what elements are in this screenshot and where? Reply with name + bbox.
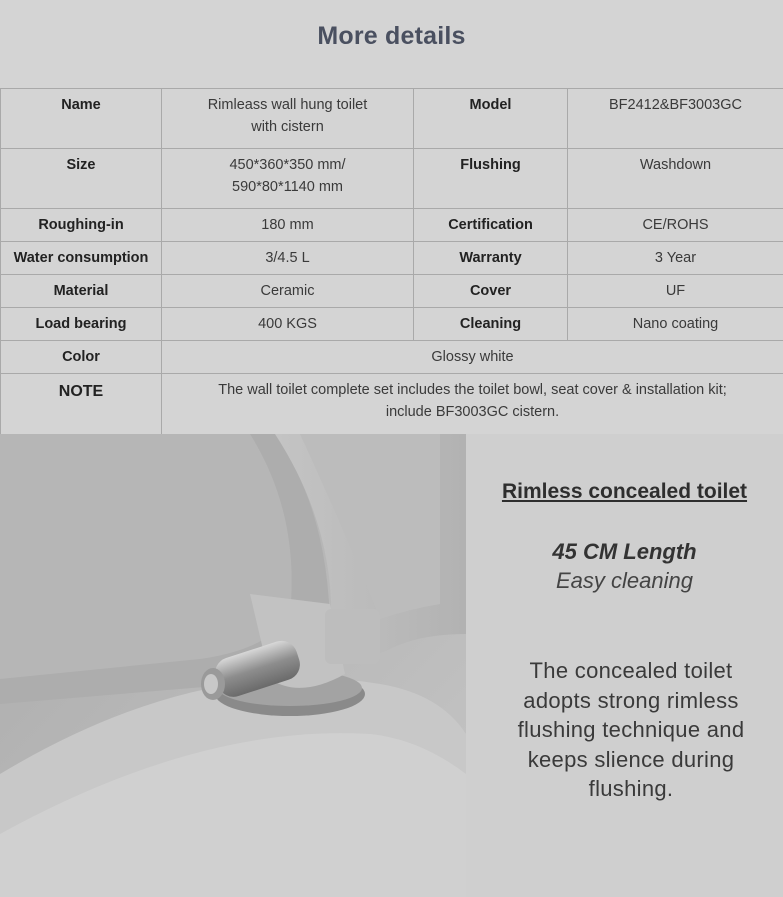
table-row — [1, 308, 783, 341]
feature-description — [496, 656, 766, 804]
spec-value-warranty: 3 Year — [568, 242, 783, 275]
spec-label-cover: Cover — [414, 275, 568, 308]
spec-label-cleaning: Cleaning — [414, 308, 568, 341]
spec-value-name: Rimleass wall hung toilet with cistern — [162, 89, 414, 149]
toilet-hinge-photo-icon — [0, 434, 466, 897]
spec-table — [0, 88, 783, 436]
feature-subline: Easy cleaning — [556, 568, 693, 593]
spec-label-warranty: Warranty — [414, 242, 568, 275]
spec-value-load: 400 KGS — [162, 308, 414, 341]
spec-value-note: The wall toilet complete set includes the toilet bowl, seat cover & installation kit; include BF3003GC cistern. — [162, 374, 783, 436]
table-row — [1, 89, 783, 149]
table-row — [1, 275, 783, 308]
spec-value-cover: UF — [568, 275, 783, 308]
spec-value-water: 3/4.5 L — [162, 242, 414, 275]
spec-label-color: Color — [1, 341, 162, 374]
spec-label-material: Material — [1, 275, 162, 308]
section-title: More details — [317, 22, 466, 50]
description-line: adopts strong rimless — [523, 687, 739, 713]
table-row — [1, 374, 783, 436]
spec-value-certification: CE/ROHS — [568, 209, 783, 242]
spec-label-water: Water consumption — [1, 242, 162, 275]
spec-value-material: Ceramic — [162, 275, 414, 308]
feature-panel — [466, 434, 783, 897]
description-line: flushing. — [588, 776, 674, 801]
description-line: The concealed toilet — [529, 658, 733, 683]
spec-value-model: BF2412&BF3003GC — [568, 89, 783, 149]
spec-value-roughing: 180 mm — [162, 209, 414, 242]
spec-value-color: Glossy white — [162, 341, 783, 374]
toilet-hinge-photo — [0, 434, 466, 897]
spec-label-flushing: Flushing — [414, 149, 568, 209]
spec-value-flushing: Washdown — [568, 149, 783, 209]
feature-length: 45 CM Length — [552, 539, 697, 564]
spec-label-roughing: Roughing-in — [1, 209, 162, 242]
spec-label-note: NOTE — [1, 374, 162, 436]
table-row — [1, 209, 783, 242]
table-row — [1, 341, 783, 374]
table-row — [1, 149, 783, 209]
description-line: keeps slience during — [527, 746, 735, 772]
spec-label-name: Name — [1, 89, 162, 149]
spec-value-size: 450*360*350 mm/ 590*80*1140 mm — [162, 149, 414, 209]
spec-label-model: Model — [414, 89, 568, 149]
table-row — [1, 242, 783, 275]
spec-label-size: Size — [1, 149, 162, 209]
spec-label-certification: Certification — [414, 209, 568, 242]
description-line: flushing technique and — [517, 717, 745, 742]
spec-label-load: Load bearing — [1, 308, 162, 341]
spec-value-cleaning: Nano coating — [568, 308, 783, 341]
feature-heading: Rimless concealed toilet — [501, 480, 748, 503]
